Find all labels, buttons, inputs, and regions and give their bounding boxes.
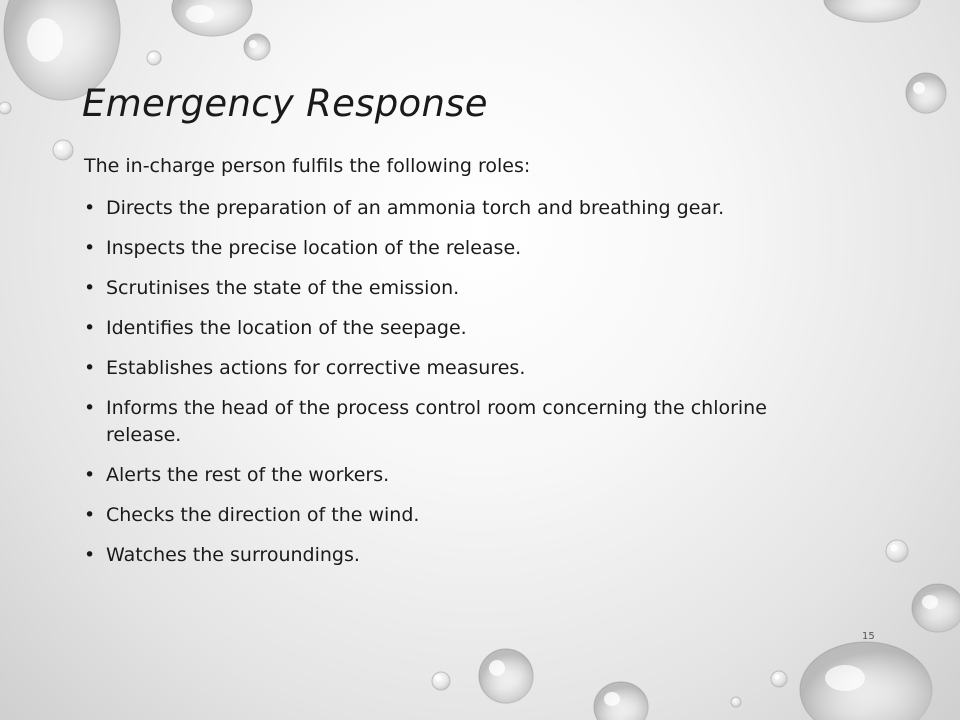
bullet-icon: • — [84, 397, 96, 419]
bullet-text: Checks the direction of the wind. — [106, 504, 420, 526]
bullet-list — [84, 195, 844, 582]
droplet — [594, 682, 648, 720]
bullet-icon: • — [84, 277, 96, 299]
droplet — [244, 34, 270, 60]
droplet — [0, 102, 11, 114]
droplet — [771, 671, 787, 687]
list-item — [84, 502, 844, 529]
droplet — [147, 51, 161, 65]
list-item — [84, 275, 844, 302]
droplet — [731, 697, 741, 707]
bullet-icon: • — [84, 464, 96, 486]
droplet — [53, 140, 73, 160]
droplet — [479, 649, 533, 703]
bullet-icon: • — [84, 504, 96, 526]
droplet — [824, 0, 920, 22]
droplet — [912, 584, 960, 632]
bullet-text: Watches the surroundings. — [106, 544, 360, 566]
bullet-icon: • — [84, 317, 96, 339]
bullet-text: Informs the head of the process control room concerning the chlorine release. — [106, 397, 767, 446]
list-item — [84, 462, 844, 489]
bullet-icon: • — [84, 197, 96, 219]
droplet — [432, 672, 450, 690]
droplet — [172, 0, 252, 36]
list-item — [84, 315, 844, 342]
bullet-text: Identifies the location of the seepage. — [106, 317, 467, 339]
list-item — [84, 355, 844, 382]
bullet-icon: • — [84, 237, 96, 259]
bullet-text: Scrutinises the state of the emission. — [106, 277, 460, 299]
list-item — [84, 235, 844, 262]
droplet — [906, 73, 946, 113]
list-item — [84, 542, 844, 569]
bullet-icon: • — [84, 357, 96, 379]
bullet-text: Establishes actions for corrective measures. — [106, 357, 526, 379]
list-item — [84, 195, 844, 222]
page-number: 15 — [862, 631, 875, 642]
list-item — [84, 395, 844, 449]
intro-text: The in-charge person fulfils the following roles: — [84, 155, 531, 177]
droplet — [800, 642, 932, 720]
slide-title: Emergency Response — [82, 82, 488, 125]
bullet-icon: • — [84, 544, 96, 566]
bullet-text: Inspects the precise location of the release. — [106, 237, 522, 259]
bullet-text: Alerts the rest of the workers. — [106, 464, 390, 486]
droplet — [886, 540, 908, 562]
bullet-text: Directs the preparation of an ammonia torch and breathing gear. — [106, 197, 725, 219]
